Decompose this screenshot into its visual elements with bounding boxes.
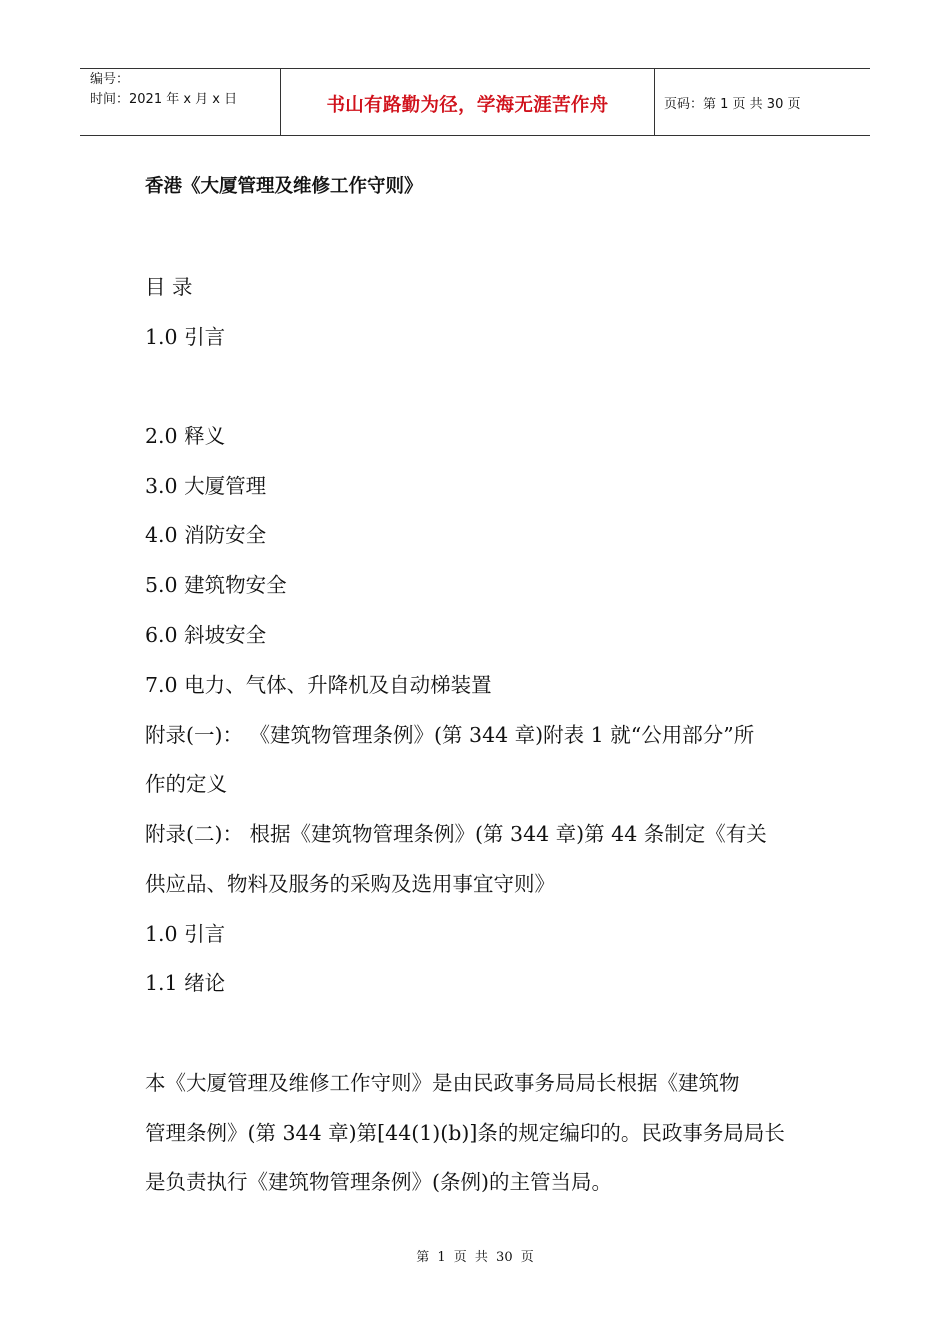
paragraph-line: 管理条例》(第 344 章)第[44(1)(b)]条的规定编印的。民政事务局局长 <box>145 1121 785 1145</box>
toc-item: 1.0 引言 <box>145 325 226 349</box>
toc-item: 7.0 电力、气体、升降机及自动梯装置 <box>145 673 492 697</box>
header-motto: 书山有路勤为径，学海无涯苦作舟 <box>326 94 609 116</box>
header-meta <box>80 69 281 135</box>
page-header <box>80 68 870 136</box>
toc-item: 6.0 斜坡安全 <box>145 623 267 647</box>
header-page-info: 页码：第 1 页 共 30 页 <box>664 96 801 112</box>
document-date-label: 时间：2021 年 x 月 x 日 <box>90 92 238 107</box>
toc-item: 2.0 释义 <box>145 424 226 448</box>
toc-appendix-1-cont: 作的定义 <box>145 772 227 796</box>
toc-item: 3.0 大厦管理 <box>145 474 267 498</box>
document-title: 香港《大厦管理及维修工作守则》 <box>145 176 423 197</box>
toc-item: 4.0 消防安全 <box>145 523 267 547</box>
toc-appendix-1: 附录(一)： 《建筑物管理条例》(第 344 章)附表 1 就“公用部分”所 <box>145 723 755 747</box>
header-page-info-cell <box>655 69 870 135</box>
header-motto-cell <box>281 69 655 135</box>
page-footer: 第 1 页 共 30 页 <box>416 1250 534 1265</box>
paragraph-line: 本《大厦管理及维修工作守则》是由民政事务局局长根据《建筑物 <box>145 1071 740 1095</box>
toc-heading: 目 录 <box>145 275 193 299</box>
toc-appendix-2: 附录(二)： 根据《建筑物管理条例》(第 344 章)第 44 条制定《有关 <box>145 822 767 846</box>
toc-appendix-2-cont: 供应品、物料及服务的采购及选用事宜守则》 <box>145 872 555 896</box>
paragraph-line: 是负责执行《建筑物管理条例》(条例)的主管当局。 <box>145 1170 612 1194</box>
section-heading: 1.0 引言 <box>145 922 226 946</box>
subsection-heading: 1.1 绪论 <box>145 971 226 995</box>
document-number-label: 编号： <box>90 72 130 87</box>
toc-item: 5.0 建筑物安全 <box>145 573 287 597</box>
